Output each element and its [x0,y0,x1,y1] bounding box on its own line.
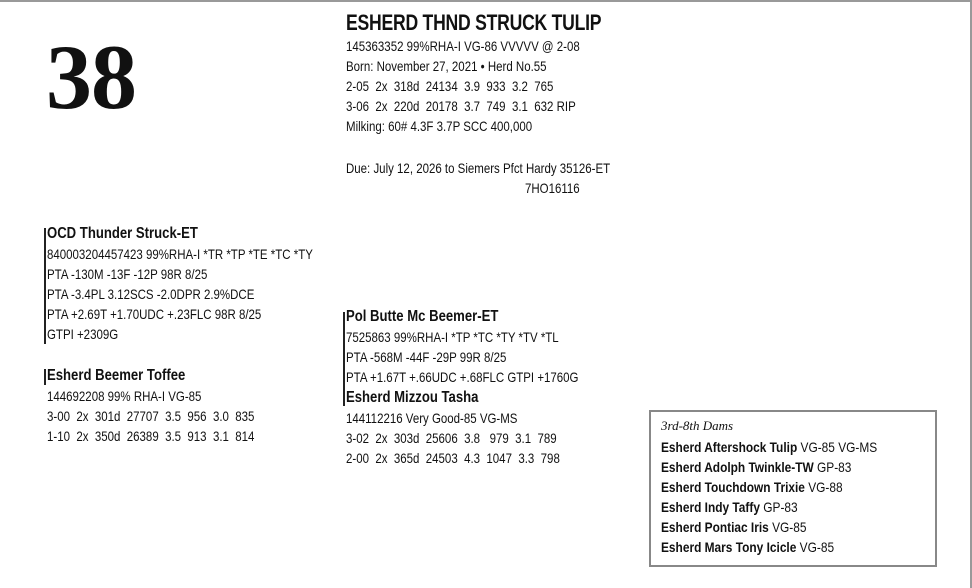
ancestor-dam-name: Esherd Touchdown Trixie [661,479,805,495]
animal-name: ESHERD THND STRUCK TULIP [346,10,602,35]
ancestor-dams-box [649,410,937,567]
ancestor-dam-row [661,457,877,477]
animal-milking: Milking: 60# 4.3F 3.7P SCC 400,000 [346,118,533,134]
ancestor-dam-row [661,497,877,517]
ancestor-dam-name: Esherd Aftershock Tulip [661,439,798,455]
page-top-border [0,0,972,2]
ancestor-dam-row [661,537,877,557]
maternal-dam-name: Esherd Mizzou Tasha [346,389,479,406]
ancestor-dam-name: Esherd Indy Taffy [661,499,760,515]
ancestor-dam-score: VG-85 VG-MS [800,439,878,455]
due-info [346,158,668,178]
ancestor-dam-name: Esherd Mars Tony Icicle [661,539,797,555]
ancestor-dam-name: Esherd Adolph Twinkle-TW [661,459,814,475]
maternal-sire-line-3: PTA +1.67T +.66UDC +.68FLC GTPI +1760G [346,369,579,385]
sire-bracket [44,228,46,344]
ancestor-dam-score: VG-88 [808,479,843,495]
ancestor-dam-name: Esherd Pontiac Iris [661,519,769,535]
lot-number: 38 [46,26,136,128]
maternal-dam-line-1: 144112216 Very Good-85 VG-MS [346,410,518,426]
sire-block [47,224,371,344]
sire-line-5: GTPI +2309G [47,326,119,342]
dam-name: Esherd Beemer Toffee [47,367,186,384]
dam-line-1: 144692208 99% RHA-I VG-85 [47,388,202,404]
animal-born: Born: November 27, 2021 • Herd No.55 [346,58,547,74]
sire-name: OCD Thunder Struck-ET [47,225,198,242]
sire-line-4: PTA +2.69T +1.70UDC +.23FLC 98R 8/25 [47,306,262,322]
ancestor-dam-score: GP-83 [763,499,798,515]
dam-block [47,366,300,446]
sire-line-2: PTA -130M -13F -12P 98R 8/25 [47,266,208,282]
animal-record-1: 2-05 2x 318d 24134 3.9 933 3.2 765 [346,78,554,94]
maternal-sire-bracket [343,312,345,406]
animal-record-2: 3-06 2x 220d 20178 3.7 749 3.1 632 RIP [346,98,576,114]
ancestor-dam-score: VG-85 [799,539,835,555]
maternal-dam-block [346,388,607,468]
sire-line-1: 840003204457423 99%RHA-I *TR *TP *TE *TC *TY [47,246,313,262]
dam-line-3: 1-10 2x 350d 26389 3.5 913 3.1 814 [47,428,255,444]
maternal-sire-line-1: 7525863 99%RHA-I *TP *TC *TY *TV *TL [346,329,559,345]
maternal-dam-line-3: 2-00 2x 365d 24503 4.3 1047 3.3 798 [346,450,560,466]
sire-line-3: PTA -3.4PL 3.12SCS -2.0DPR 2.9%DCE [47,286,255,302]
ancestor-dam-score: VG-85 [772,519,807,535]
ancestor-dam-row [661,477,877,497]
due-line: Due: July 12, 2026 to Siemers Pfct Hardy 35126-ET [346,160,611,176]
dam-line-2: 3-00 2x 301d 27707 3.5 956 3.0 835 [47,408,255,424]
ancestor-dams-header: 3rd-8th Dams [661,418,734,433]
maternal-sire-name: Pol Butte Mc Beemer-ET [346,308,499,325]
ancestor-dam-row [661,437,877,457]
dam-bracket [44,369,46,385]
maternal-sire-block [346,307,630,387]
ancestor-dams-list [661,437,915,557]
maternal-sire-line-2: PTA -568M -44F -29P 99R 8/25 [346,349,507,365]
ancestor-dam-score: GP-83 [817,459,852,475]
ancestor-dam-row [661,517,877,537]
maternal-dam-line-2: 3-02 2x 303d 25606 3.8 979 3.1 789 [346,430,557,446]
due-sire-code: 7HO16116 [525,180,580,196]
animal-header [346,10,665,136]
animal-registration: 145363352 99%RHA-I VG-86 VVVVV @ 2-08 [346,38,580,54]
